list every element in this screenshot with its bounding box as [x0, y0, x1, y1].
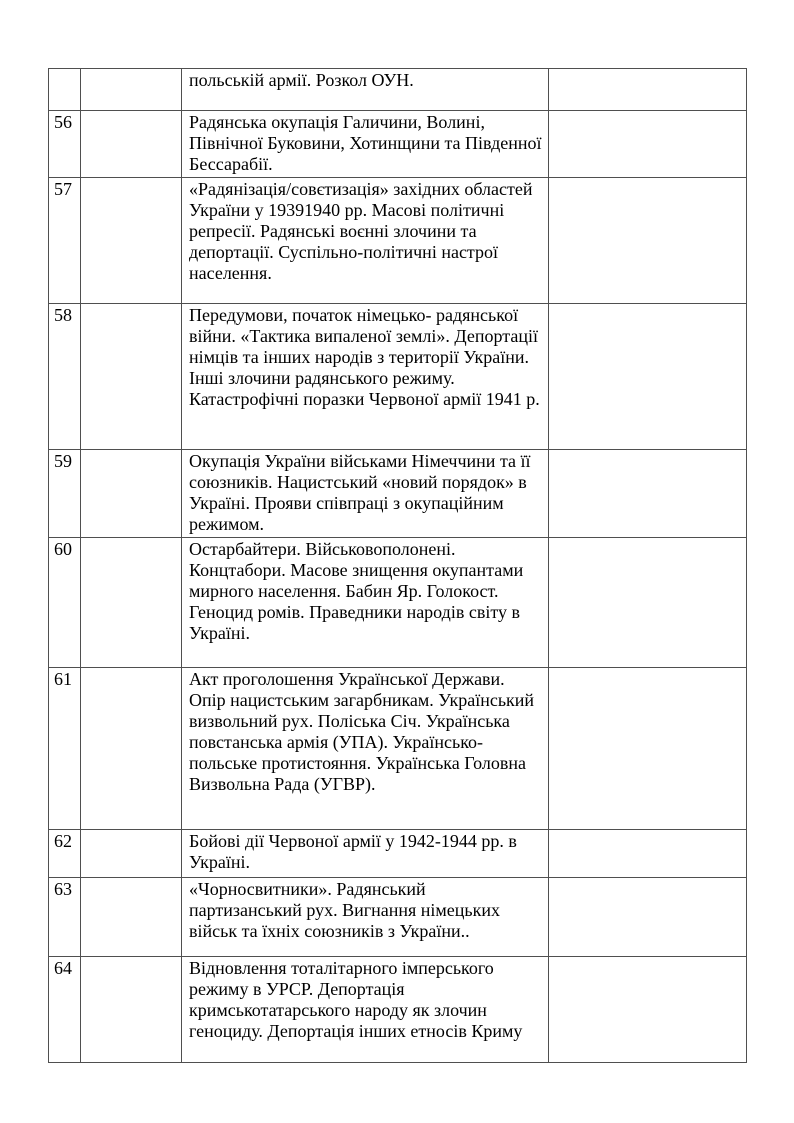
topic-cell: Акт проголошення Української Держави. Опір нацистським загарбникам. Український визвольний рух. Поліська Січ. Українська повстанська армія (УПА). Українсько-польське протистояння. Українська Головна Визвольна Рада (УГВР).	[182, 668, 549, 830]
row-number-cell: 58	[49, 304, 81, 450]
planned-cell	[81, 830, 182, 878]
table-row	[49, 538, 747, 668]
table-row	[49, 178, 747, 304]
row-number-cell: 62	[49, 830, 81, 878]
row-number-cell: 59	[49, 450, 81, 538]
planned-cell	[81, 957, 182, 1063]
planned-cell	[81, 668, 182, 830]
notes-cell	[549, 178, 747, 304]
table-row	[49, 111, 747, 178]
planned-cell	[81, 69, 182, 111]
table-row	[49, 957, 747, 1063]
notes-cell	[549, 830, 747, 878]
row-number-cell: 56	[49, 111, 81, 178]
notes-cell	[549, 69, 747, 111]
topic-cell: «Чорносвитники». Радянський партизанський рух. Вигнання німецьких військ та їхніх союзників з України..	[182, 878, 549, 957]
topic-cell: Окупація України військами Німеччини та її союзників. Нацистський «новий порядок» в Україні. Прояви співпраці з окупаційним режимом.	[182, 450, 549, 538]
table-row	[49, 668, 747, 830]
row-number-cell: 61	[49, 668, 81, 830]
topic-cell: Остарбайтери. Військовополонені. Концтабори. Масове знищення окупантами мирного населення. Бабин Яр. Голокост. Геноцид ромів. Праведники народів світу в Україні.	[182, 538, 549, 668]
planned-cell	[81, 178, 182, 304]
topic-cell: «Радянізація/совєтизація» західних областей України у 19391940 рр. Масові політичні репресії. Радянські воєнні злочини та депортації. Суспільно-політичні настрої населення.	[182, 178, 549, 304]
notes-cell	[549, 668, 747, 830]
notes-cell	[549, 304, 747, 450]
topic-cell: польській армії. Розкол ОУН.	[182, 69, 549, 111]
notes-cell	[549, 111, 747, 178]
row-number-cell	[49, 69, 81, 111]
topic-cell: Відновлення тоталітарного імперського режиму в УРСР. Депортація кримськотатарського народу як злочин геноциду. Депортація інших етносів Криму	[182, 957, 549, 1063]
notes-cell	[549, 957, 747, 1063]
table-row	[49, 450, 747, 538]
table-row	[49, 830, 747, 878]
table-row	[49, 304, 747, 450]
planned-cell	[81, 878, 182, 957]
row-number-cell: 60	[49, 538, 81, 668]
planned-cell	[81, 304, 182, 450]
row-number-cell: 63	[49, 878, 81, 957]
planned-cell	[81, 538, 182, 668]
notes-cell	[549, 450, 747, 538]
row-number-cell: 57	[49, 178, 81, 304]
notes-cell	[549, 538, 747, 668]
topic-cell: Радянська окупація Галичини, Волині, Північної Буковини, Хотинщини та Південної Бессарабії.	[182, 111, 549, 178]
notes-cell	[549, 878, 747, 957]
topic-cell: Передумови, початок німецько- радянської війни. «Тактика випаленої землі». Депортації німців та інших народів з території України. Інші злочини радянського режиму. Катастрофічні поразки Червоної армії 1941 р.	[182, 304, 549, 450]
curriculum-table	[48, 68, 747, 1063]
topic-cell: Бойові дії Червоної армії у 1942-1944 рр. в Україні.	[182, 830, 549, 878]
row-number-cell: 64	[49, 957, 81, 1063]
table-row	[49, 69, 747, 111]
planned-cell	[81, 450, 182, 538]
table-row	[49, 878, 747, 957]
planned-cell	[81, 111, 182, 178]
table-body	[49, 69, 747, 1063]
